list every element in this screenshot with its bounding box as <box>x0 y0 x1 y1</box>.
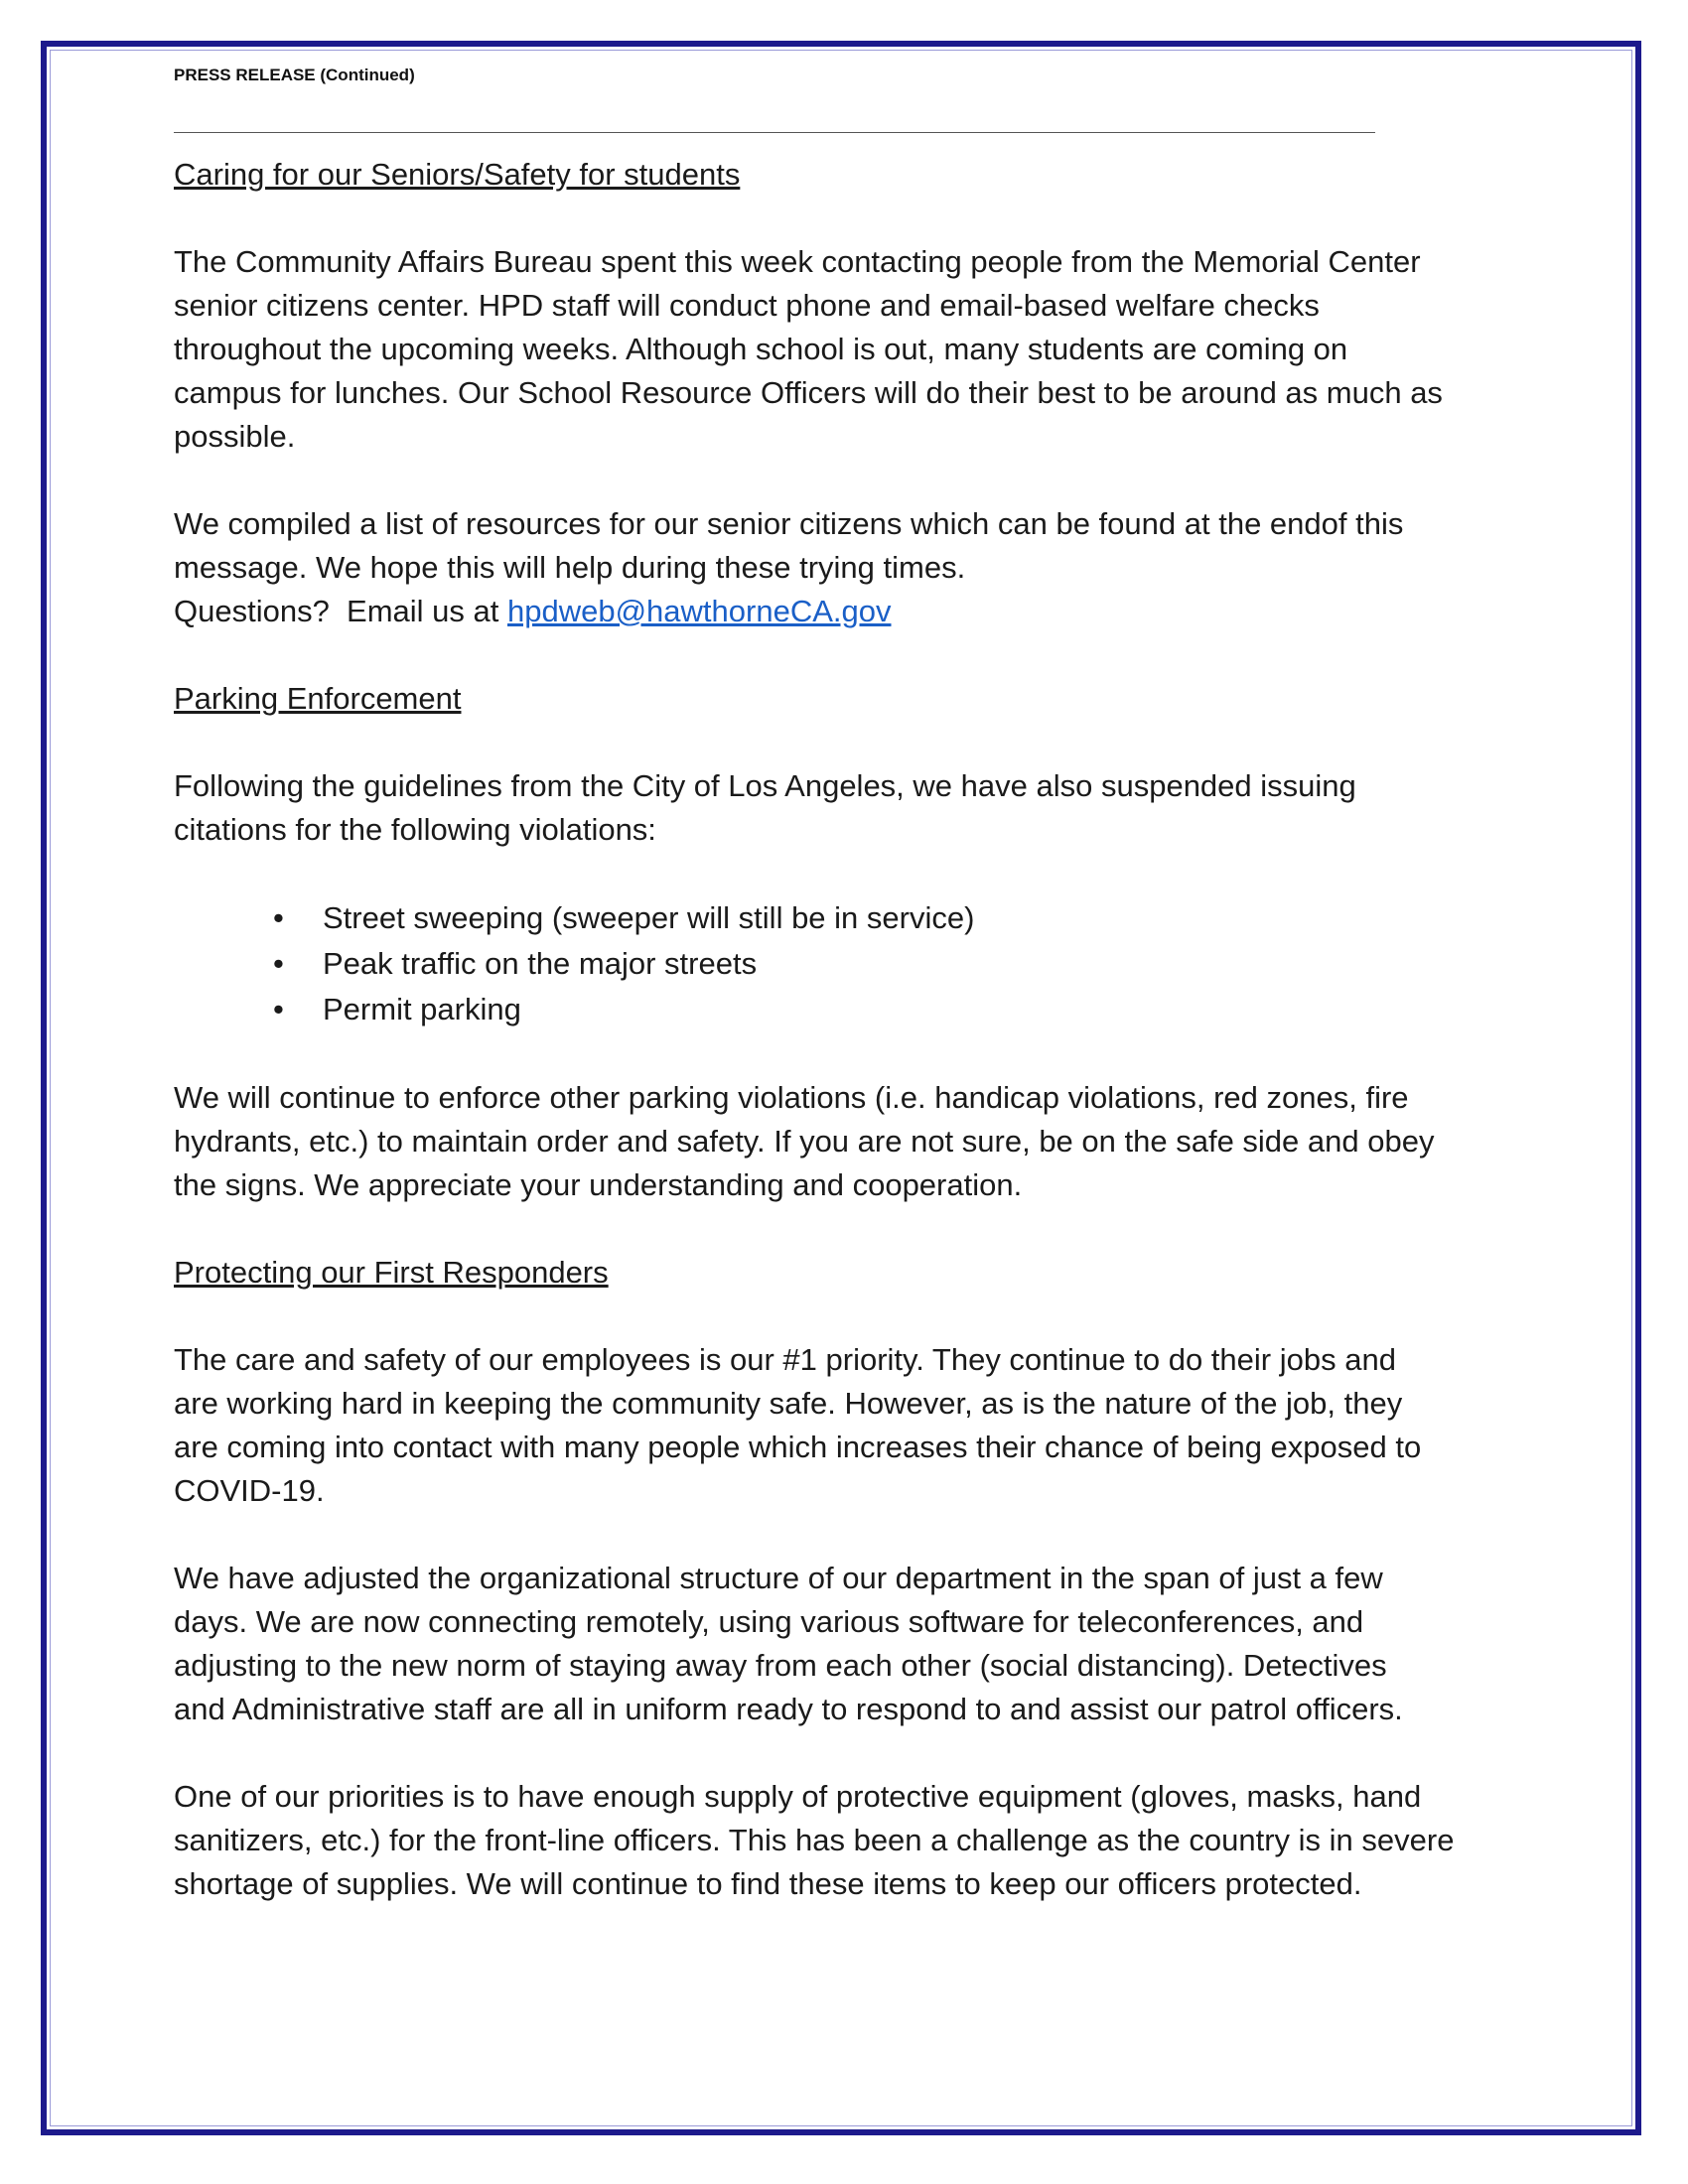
text-line: adjusting to the new norm of staying away from each other (social distancing). Detectives <box>174 1648 1387 1683</box>
text-line: The Community Affairs Bureau spent this week contacting people from the Memorial Center <box>174 244 1421 279</box>
responders-paragraph-3 <box>174 1775 1564 1906</box>
text-line: are working hard in keeping the community safe. However, as is the nature of the job, they <box>174 1386 1403 1421</box>
bullet-icon: • <box>273 946 284 981</box>
text-line: throughout the upcoming weeks. Although school is out, many students are coming on <box>174 332 1348 366</box>
responders-paragraph-2 <box>174 1557 1564 1731</box>
email-link[interactable]: hpdweb@hawthorneCA.gov <box>507 594 892 628</box>
text-line: One of our priorities is to have enough supply of protective equipment (gloves, masks, hand <box>174 1779 1422 1814</box>
document-body <box>174 64 1564 1906</box>
list-item: • Permit parking <box>273 987 1564 1032</box>
bullet-icon: • <box>273 992 284 1026</box>
text-line: sanitizers, etc.) for the front-line officers. This has been a challenge as the country is in severe <box>174 1823 1455 1857</box>
text-line: We have adjusted the organizational structure of our department in the span of just a few <box>174 1561 1383 1595</box>
press-release-header: PRESS RELEASE (Continued) <box>174 66 415 84</box>
text-line: Following the guidelines from the City of Los Angeles, we have also suspended issuing <box>174 768 1356 803</box>
section-title-responders: Protecting our First Responders <box>174 1255 609 1290</box>
text-line: and Administrative staff are all in uniform ready to respond to and assist our patrol officers. <box>174 1692 1403 1726</box>
text-line: campus for lunches. Our School Resource Officers will do their best to be around as much as <box>174 375 1443 410</box>
text-line: COVID-19. <box>174 1473 325 1508</box>
text-line: are coming into contact with many people which increases their chance of being exposed to <box>174 1430 1422 1464</box>
section-seniors <box>174 153 1564 633</box>
text-line: hydrants, etc.) to maintain order and safety. If you are not sure, be on the safe side and obey <box>174 1124 1435 1159</box>
seniors-paragraph-1 <box>174 240 1564 459</box>
responders-paragraph-1 <box>174 1338 1564 1513</box>
text-line: message. We hope this will help during these trying times. <box>174 550 966 585</box>
text-line: possible. <box>174 419 296 454</box>
text-line: We compiled a list of resources for our senior citizens which can be found at the endof this <box>174 506 1404 541</box>
text-line: days. We are now connecting remotely, using various software for teleconferences, and <box>174 1604 1364 1639</box>
list-item: • Peak traffic on the major streets <box>273 941 1564 987</box>
parking-closing <box>174 1076 1564 1207</box>
header-rule <box>174 132 1375 133</box>
section-title-parking: Parking Enforcement <box>174 681 462 716</box>
questions-prefix: Questions? Email us at <box>174 594 507 628</box>
bullet-icon: • <box>273 900 284 935</box>
text-line: the signs. We appreciate your understanding and cooperation. <box>174 1167 1023 1202</box>
text-line: shortage of supplies. We will continue to find these items to keep our officers protected. <box>174 1866 1362 1901</box>
text-line: citations for the following violations: <box>174 812 656 847</box>
seniors-paragraph-2 <box>174 502 1564 633</box>
text-line: We will continue to enforce other parking violations (i.e. handicap violations, red zones, fire <box>174 1080 1409 1115</box>
section-responders <box>174 1251 1564 1906</box>
parking-intro <box>174 764 1564 852</box>
section-parking <box>174 677 1564 1207</box>
text-line: The care and safety of our employees is our #1 priority. They continue to do their jobs and <box>174 1342 1396 1377</box>
section-title-seniors: Caring for our Seniors/Safety for students <box>174 157 741 192</box>
text-line: senior citizens center. HPD staff will conduct phone and email-based welfare checks <box>174 288 1320 323</box>
violations-list <box>174 895 1564 1032</box>
list-item: • Street sweeping (sweeper will still be in service) <box>273 895 1564 941</box>
